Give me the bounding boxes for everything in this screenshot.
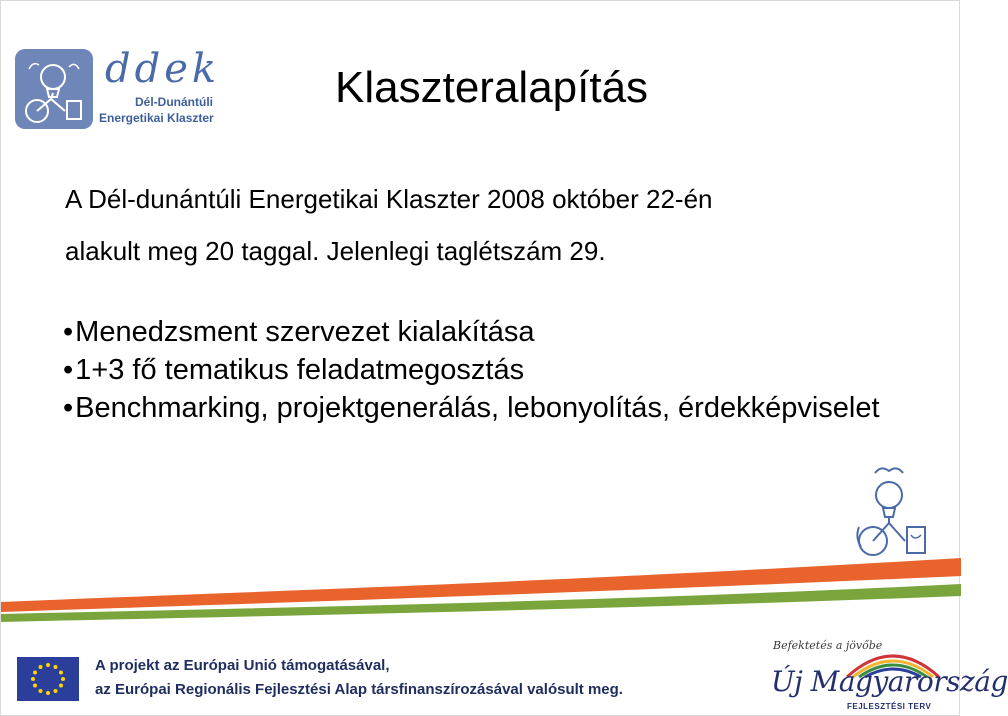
intro-line-2: alakult meg 20 taggal. Jelenlegi taglétszám 29. — [65, 236, 606, 266]
list-item — [63, 389, 923, 427]
bullet-list — [63, 313, 923, 427]
bicycle-lightbulb-icon — [15, 49, 93, 129]
nhp-tagline: Befektetés a jövőbe — [773, 639, 883, 652]
bullet-marker: • — [63, 316, 74, 348]
logo-wordmark: ddek — [105, 46, 221, 92]
eu-flag-icon — [17, 657, 79, 701]
bullet-text: 1+3 fő tematikus feladatmegosztás — [75, 354, 525, 386]
logo-subtitle-2: Energetikai Klaszter — [99, 111, 214, 125]
intro-line-1: A Dél-dunántúli Energetikai Klaszter 2008 október 22-én — [65, 184, 713, 214]
nhp-program-subtitle: FEJLESZTÉSI TERV — [847, 702, 932, 711]
intro-text — [65, 173, 925, 277]
nhp-program-name: Új Magyarország — [771, 665, 1008, 698]
footer-funding-line-1: A projekt az Európai Unió támogatásával, — [95, 657, 390, 674]
list-item — [63, 313, 923, 351]
list-item — [63, 351, 923, 389]
bullet-text: Benchmarking, projektgenerálás, lebonyolítás, érdekképviselet — [75, 392, 880, 424]
ddek-logo — [15, 47, 225, 131]
footer-funding-line-2: az Európai Regionális Fejlesztési Alap társfinanszírozásával valósult meg. — [95, 681, 623, 698]
decorative-stripes — [1, 546, 961, 626]
bullet-text: Menedzsment szervezet kialakítása — [75, 316, 535, 348]
bullet-marker: • — [63, 354, 74, 386]
slide-title: Klaszteralapítás — [335, 63, 649, 112]
logo-subtitle-1: Dél-Dunántúli — [135, 95, 213, 109]
bullet-marker: • — [63, 392, 74, 424]
